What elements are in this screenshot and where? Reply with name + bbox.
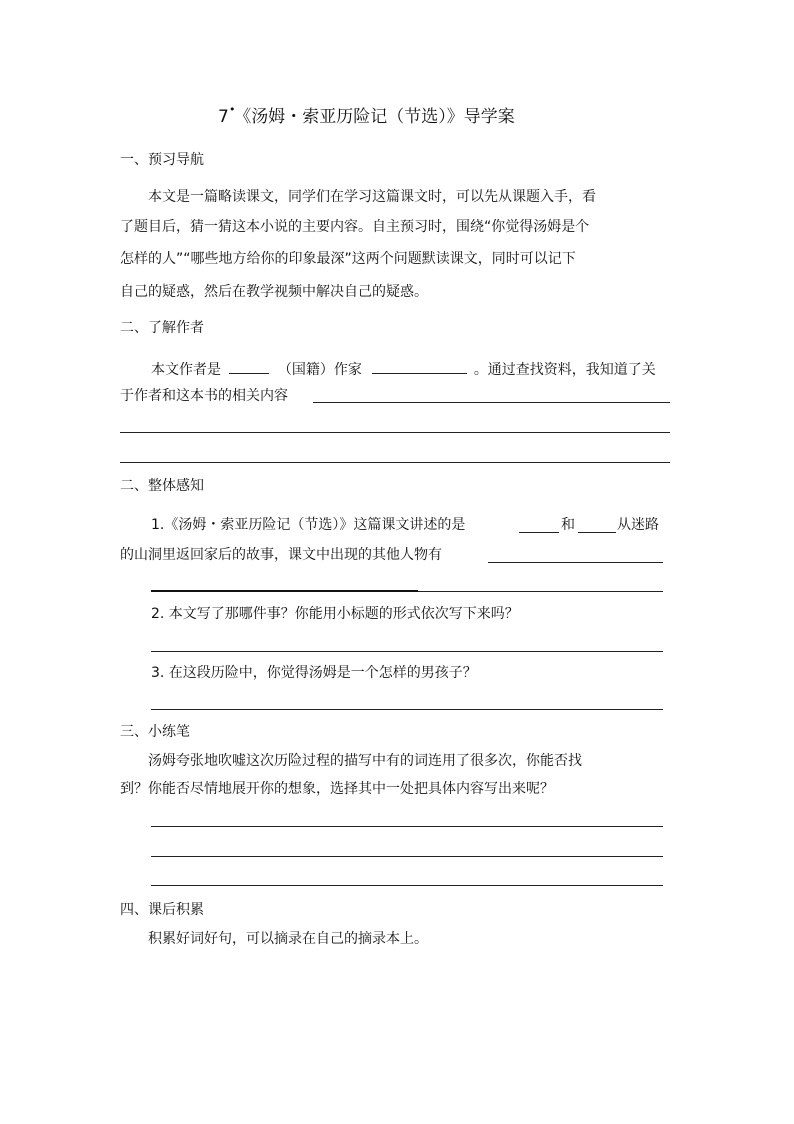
- writing-answer-line[interactable]: [151, 885, 663, 886]
- character-name-blank[interactable]: [519, 532, 559, 533]
- author-prompt-text: 本文作者是: [151, 362, 221, 378]
- question-1-line2: 的山洞里返回家后的故事，课文中出现的其他人物有: [120, 547, 442, 563]
- nationality-label: （国籍）作家: [277, 362, 362, 378]
- title-dot-mark: •: [229, 103, 236, 116]
- preview-paragraph-line: 本文是一篇略读课文，同学们在学习这篇课文时，可以先从课题入手，看: [148, 189, 596, 205]
- accumulation-text: 积累好词好句，可以摘录在自己的摘录本上。: [148, 931, 428, 947]
- character-name-blank[interactable]: [578, 532, 616, 533]
- lesson-number: 7: [218, 107, 229, 127]
- writing-answer-line[interactable]: [151, 826, 663, 827]
- question-3-text: 3. 在这段历险中，你觉得汤姆是一个怎样的男孩子？: [151, 665, 477, 681]
- author-answer-line[interactable]: [120, 432, 670, 433]
- section-heading-preview: 一、预习导航: [120, 152, 204, 168]
- author-question-line: [151, 359, 656, 377]
- nationality-blank[interactable]: [229, 359, 269, 374]
- page-title: [218, 109, 515, 126]
- question-2-answer-line[interactable]: [151, 651, 663, 652]
- other-characters-answer-line[interactable]: [488, 562, 663, 563]
- question-3-answer-line[interactable]: [151, 709, 663, 710]
- author-info-prompt: 于作者和这本书的相关内容: [120, 388, 288, 404]
- question-2-text: 2. 本文写了那哪件事？你能用小标题的形式依次写下来吗？: [151, 606, 519, 622]
- other-characters-answer-line[interactable]: [151, 590, 418, 592]
- preview-paragraph-line: 自己的疑惑，然后在教学视频中解决自己的疑惑。: [120, 284, 428, 300]
- author-answer-line[interactable]: [313, 402, 670, 403]
- question-1-and: 和: [561, 517, 575, 533]
- author-name-blank[interactable]: [372, 359, 467, 374]
- section-heading-overall: 二、整体感知: [120, 478, 204, 494]
- other-characters-answer-line[interactable]: [418, 591, 663, 592]
- writing-prompt-line: 到？你能否尽情地展开你的想象，选择其中一处把具体内容写出来呢？: [120, 781, 554, 797]
- question-1-continued: 从迷路: [617, 517, 659, 533]
- author-answer-line[interactable]: [120, 462, 670, 463]
- writing-prompt-line: 汤姆夸张地吹嘘这次历险过程的描写中有的词连用了很多次，你能否找: [148, 753, 582, 769]
- author-prompt-continued: 。通过查找资料，我知道了关: [473, 362, 656, 378]
- section-heading-accumulation: 四、课后积累: [120, 902, 204, 918]
- preview-paragraph-line: 怎样的人”“哪些地方给你的印象最深”这两个问题默读课文，同时可以记下: [120, 251, 576, 267]
- section-heading-writing: 三、小练笔: [120, 724, 190, 740]
- question-1-text: 1.《汤姆・索亚历险记（节选）》这篇课文讲述的是: [151, 517, 466, 533]
- preview-paragraph-line: 了题目后，猜一猜这本小说的主要内容。自主预习时，围绕“你觉得汤姆是个: [120, 219, 590, 235]
- section-heading-author: 二、了解作者: [120, 320, 204, 336]
- lesson-title: 《汤姆・索亚历险记（节选）》导学案: [234, 107, 515, 127]
- writing-answer-line[interactable]: [151, 856, 663, 857]
